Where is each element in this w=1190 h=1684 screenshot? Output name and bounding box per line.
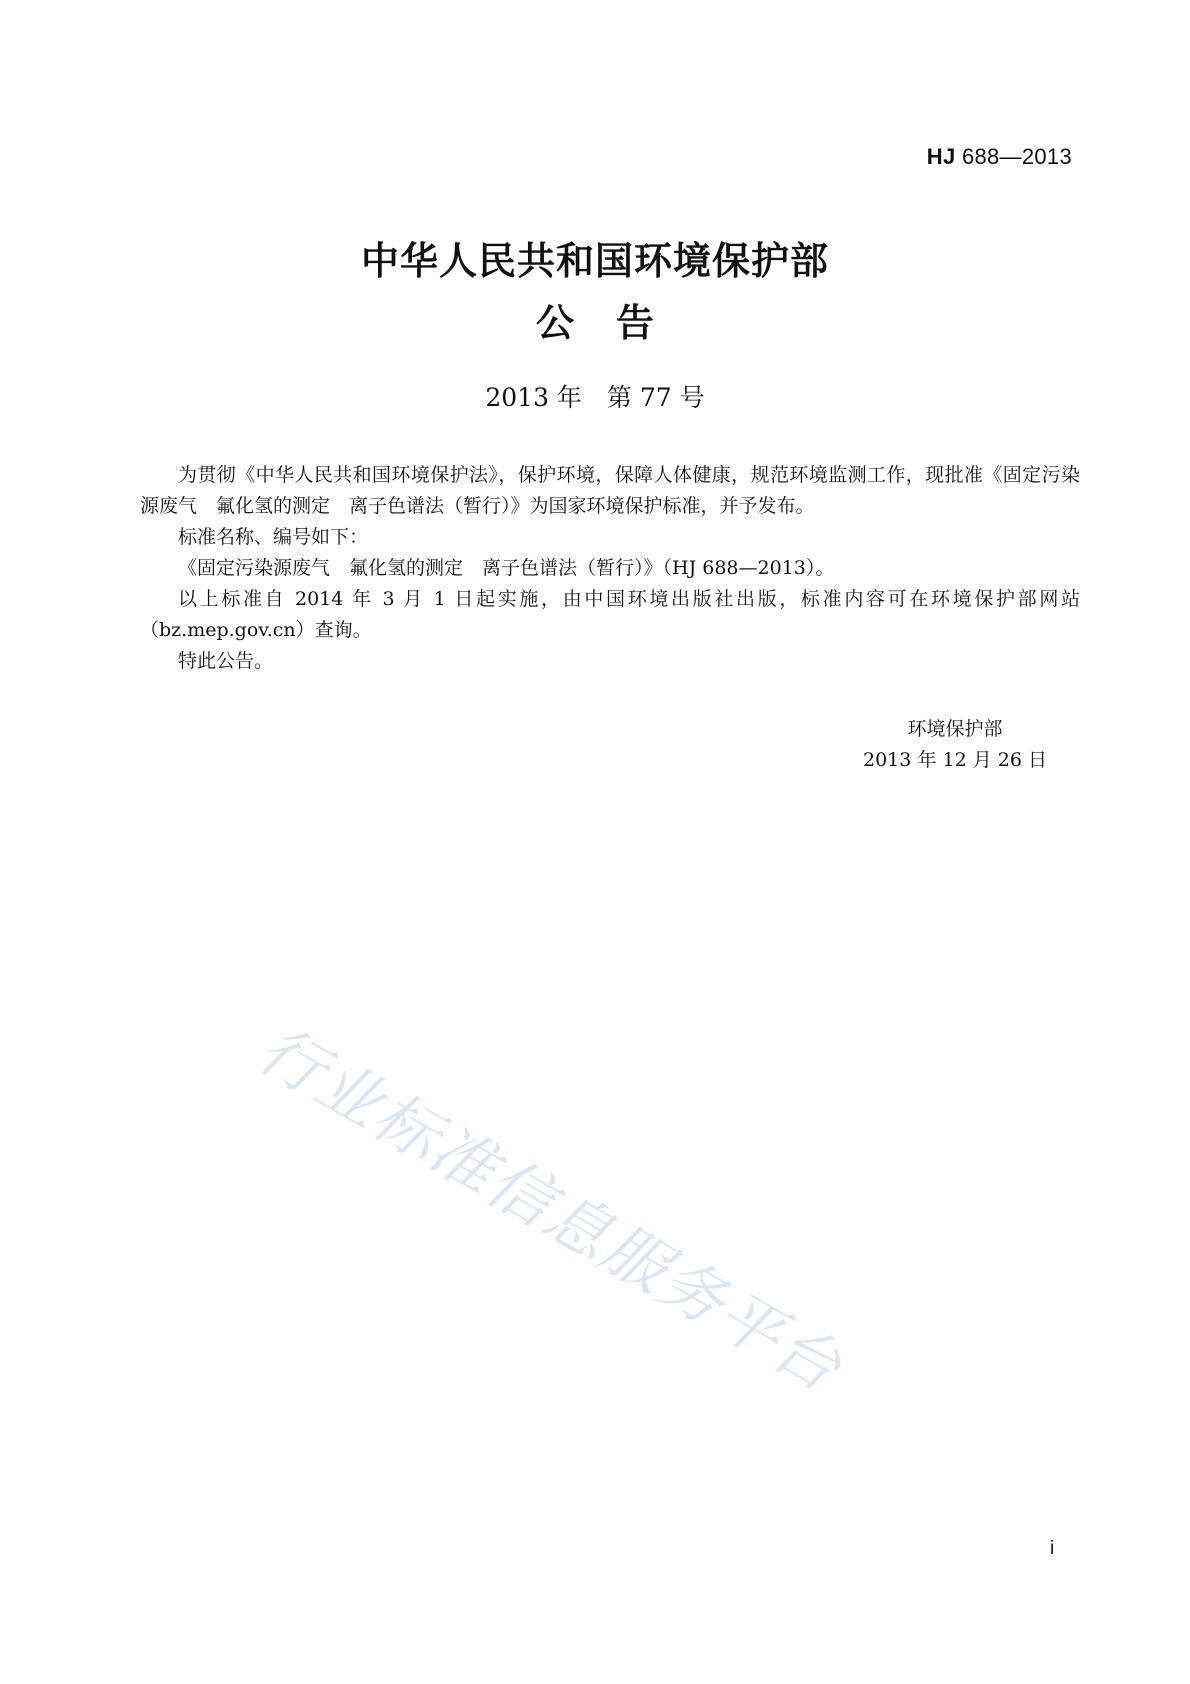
signature-org: 环境保护部 — [907, 718, 1003, 740]
standard-code — [927, 144, 1072, 170]
page-number: i — [1050, 1538, 1055, 1559]
standard-number: 688—2013 — [961, 144, 1072, 169]
body-paragraph-closing: 特此公告。 — [178, 650, 274, 672]
standard-prefix: HJ — [926, 144, 956, 169]
body-paragraph-standard-name: 《固定污染源废气 氟化氢的测定 离子色谱法（暂行）》（HJ 688—2013）。 — [178, 557, 835, 579]
notice-body — [140, 460, 1080, 677]
body-paragraph-effective-date: 以上标准自 2014 年 3 月 1 日起实施，由中国环境出版社出版，标准内容可在环境保护部网站（bz.mep.gov.cn）查询。 — [140, 588, 1080, 641]
issuer-title: 中华人民共和国环境保护部 — [360, 239, 829, 283]
notice-number: 2013 年 第 77 号 — [485, 383, 705, 412]
body-paragraph-list-intro: 标准名称、编号如下： — [178, 526, 369, 548]
watermark: 行业标准信息服务平台 — [245, 1012, 855, 1408]
body-paragraph-approval: 为贯彻《中华人民共和国环境保护法》，保护环境，保障人体健康，规范环境监测工作，现批准《固定污染源废气 氟化氢的测定 离子色谱法（暂行）》为国家环境保护标准，并予发布。 — [140, 464, 1080, 517]
notice-title: 公告 — [535, 301, 696, 345]
signature-block — [860, 714, 1050, 776]
signature-date: 2013 年 12 月 26 日 — [863, 749, 1047, 771]
